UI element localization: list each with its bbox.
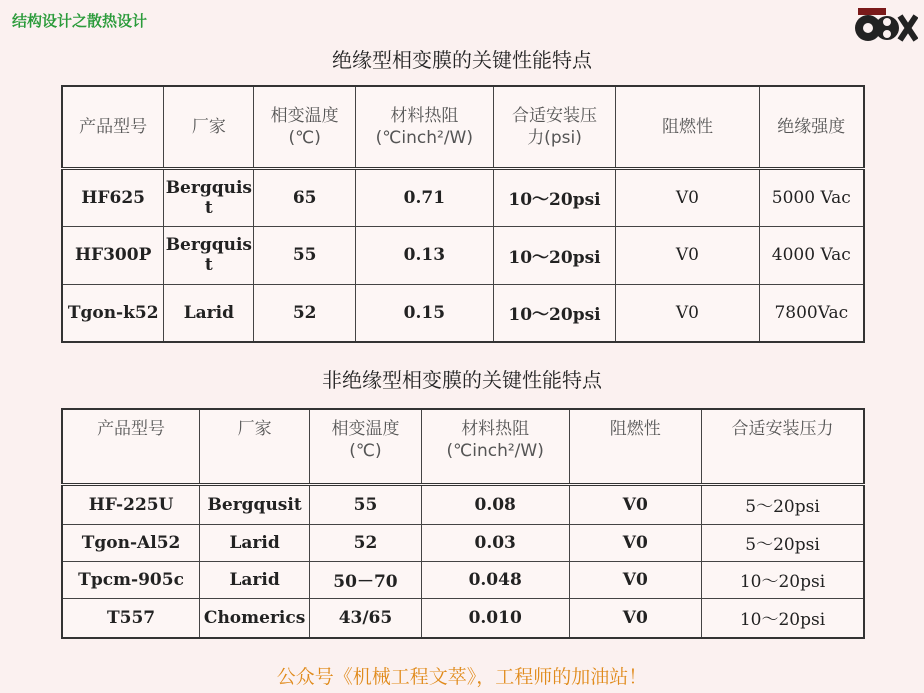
table-row (62, 168, 864, 226)
cell-maker: Chomerics (200, 598, 310, 638)
cell-resistance: 0.13 (355, 226, 493, 284)
cell-maker: Larid (164, 284, 254, 342)
cell-resistance: 0.15 (355, 284, 493, 342)
col-header-temp: 相变温度 (℃) (254, 86, 356, 168)
col-header-resistance: 材料热阻 (℃inch²/W) (355, 86, 493, 168)
cell-pressure: 10～20psi (493, 284, 616, 342)
col-header-flame: 阻燃性 (616, 86, 759, 168)
cell-model: HF300P (62, 226, 164, 284)
slide-header-title: 结构设计之散热设计 (12, 12, 148, 30)
gear-ox-logo-icon (854, 6, 918, 46)
cell-pressure: 10～20psi (493, 168, 616, 226)
cell-temp: 52 (254, 284, 356, 342)
cell-temp: 55 (254, 226, 356, 284)
cell-maker: Larid (200, 561, 310, 598)
table1-title: 绝缘型相变膜的关键性能特点 (332, 48, 592, 72)
cell-maker: Larid (200, 524, 310, 561)
cell-maker: Bergquis t (164, 226, 254, 284)
cell-model: T557 (62, 598, 200, 638)
footer-caption: 公众号《机械工程文萃》，工程师的加油站！ (276, 666, 648, 688)
col-header-resistance: 材料热阻 (℃inch²/W) (421, 409, 569, 484)
table-row (62, 561, 864, 598)
cell-insulation: 4000 Vac (759, 226, 864, 284)
cell-resistance: 0.03 (421, 524, 569, 561)
table-row (62, 226, 864, 284)
cell-temp: 43/65 (310, 598, 422, 638)
col-header-maker: 厂家 (164, 86, 254, 168)
cell-flame: V0 (569, 598, 701, 638)
table-row (62, 598, 864, 638)
cell-maker: Bergqusit (200, 484, 310, 524)
cell-model: Tpcm-905c (62, 561, 200, 598)
cell-temp: 50－70 (310, 561, 422, 598)
cell-model: Tgon-k52 (62, 284, 164, 342)
table-header-row (62, 409, 864, 484)
non-insulating-pcm-table (61, 408, 865, 639)
insulating-pcm-table (61, 85, 865, 343)
col-header-maker: 厂家 (200, 409, 310, 484)
cell-pressure: 10～20psi (702, 598, 864, 638)
cell-flame: V0 (616, 168, 759, 226)
cell-flame: V0 (616, 226, 759, 284)
col-header-insulation: 绝缘强度 (759, 86, 864, 168)
cell-resistance: 0.048 (421, 561, 569, 598)
col-header-model: 产品型号 (62, 86, 164, 168)
cell-model: HF-225U (62, 484, 200, 524)
cell-flame: V0 (569, 561, 701, 598)
col-header-pressure: 合适安装压 力(psi) (493, 86, 616, 168)
cell-flame: V0 (569, 484, 701, 524)
table-row (62, 524, 864, 561)
table-row (62, 484, 864, 524)
cell-pressure: 10～20psi (702, 561, 864, 598)
cell-flame: V0 (616, 284, 759, 342)
col-header-temp: 相变温度 (℃) (310, 409, 422, 484)
cell-resistance: 0.71 (355, 168, 493, 226)
table2-title: 非绝缘型相变膜的关键性能特点 (322, 368, 602, 392)
cell-temp: 65 (254, 168, 356, 226)
cell-insulation: 5000 Vac (759, 168, 864, 226)
table-header-row (62, 86, 864, 168)
col-header-model: 产品型号 (62, 409, 200, 484)
col-header-flame: 阻燃性 (569, 409, 701, 484)
cell-resistance: 0.010 (421, 598, 569, 638)
cell-maker: Bergquis t (164, 168, 254, 226)
table-row (62, 284, 864, 342)
cell-pressure: 5～20psi (702, 524, 864, 561)
cell-flame: V0 (569, 524, 701, 561)
cell-model: HF625 (62, 168, 164, 226)
cell-pressure: 5～20psi (702, 484, 864, 524)
cell-temp: 55 (310, 484, 422, 524)
cell-pressure: 10～20psi (493, 226, 616, 284)
cell-insulation: 7800Vac (759, 284, 864, 342)
cell-resistance: 0.08 (421, 484, 569, 524)
cell-model: Tgon-Al52 (62, 524, 200, 561)
col-header-pressure: 合适安装压力 (702, 409, 864, 484)
cell-temp: 52 (310, 524, 422, 561)
